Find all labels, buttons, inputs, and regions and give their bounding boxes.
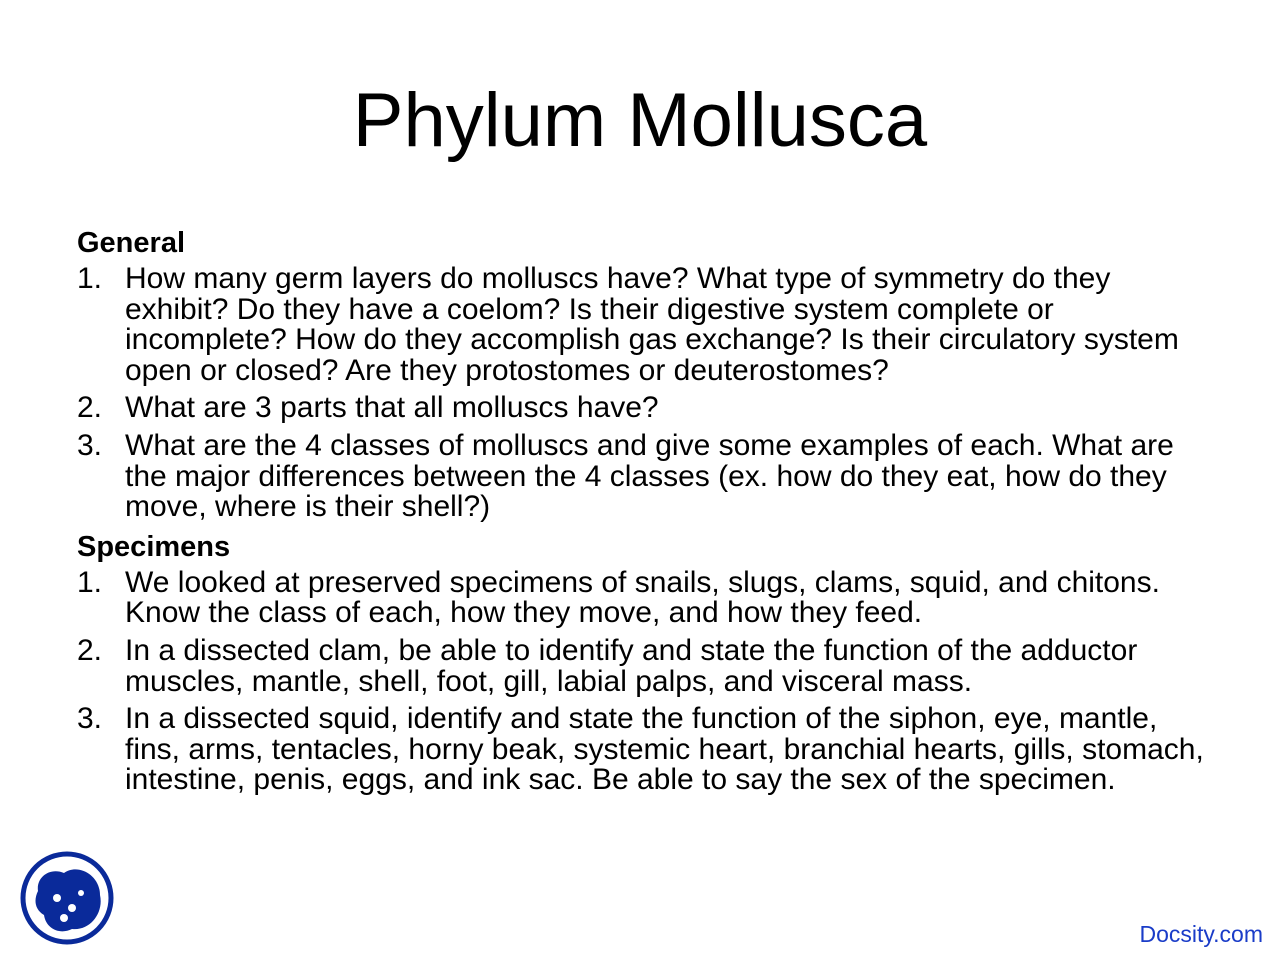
item-number: 2.: [77, 391, 103, 425]
item-text: What are the 4 classes of molluscs and give some examples of each. What are the major differences between the 4 classes (ex. how do they eat, how do they move, where is their shell?): [125, 428, 1174, 524]
item-text: In a dissected squid, identify and state the function of the siphon, eye, mantle, fins, arms, tentacles, horny beak, systemic heart, branchial hearts, gills, stomach, intestine, penis, eggs, and ink sac. Be able to say the sex of the specimen.: [125, 702, 1204, 797]
section-heading-general: General: [77, 227, 185, 259]
docsity-logo-icon[interactable]: [20, 851, 114, 945]
slide-title: Phylum Mollusca: [352, 78, 928, 163]
list-item: [77, 428, 1217, 524]
list-item: [77, 633, 1217, 698]
item-text: In a dissected clam, be able to identify and state the function of the adductor muscles, mantle, shell, foot, gill, labial palps, and visceral mass.: [125, 633, 1138, 698]
docsity-brand-link[interactable]: Docsity.com: [1139, 921, 1263, 947]
item-text: We looked at preserved specimens of snails, slugs, clams, squid, and chitons. Know the class of each, how they move, and how they feed.: [125, 565, 1160, 630]
slide-content: [77, 226, 1217, 803]
section-heading-specimens: Specimens: [77, 530, 231, 563]
item-text: What are 3 parts that all molluscs have?: [125, 391, 659, 425]
list-item: [77, 393, 1217, 424]
item-number: 1.: [77, 262, 103, 295]
item-number: 3.: [77, 428, 103, 462]
item-number: 2.: [77, 633, 103, 667]
docsity-logo-graphic: [20, 851, 114, 945]
item-number: 1.: [77, 565, 103, 599]
item-text: How many germ layers do molluscs have? What type of symmetry do they exhibit? Do they have a coelom? Is their digestive system complete or incomplete? How do they accomplish gas exchange? Is their circulatory system open or closed? Are they protostomes or deuterostomes?: [125, 262, 1179, 387]
item-number: 3.: [77, 702, 103, 736]
specimens-list: [77, 565, 1217, 797]
general-questions-list: [77, 264, 1217, 523]
list-item: [77, 264, 1217, 386]
list-item: [77, 565, 1217, 630]
list-item: [77, 704, 1217, 796]
